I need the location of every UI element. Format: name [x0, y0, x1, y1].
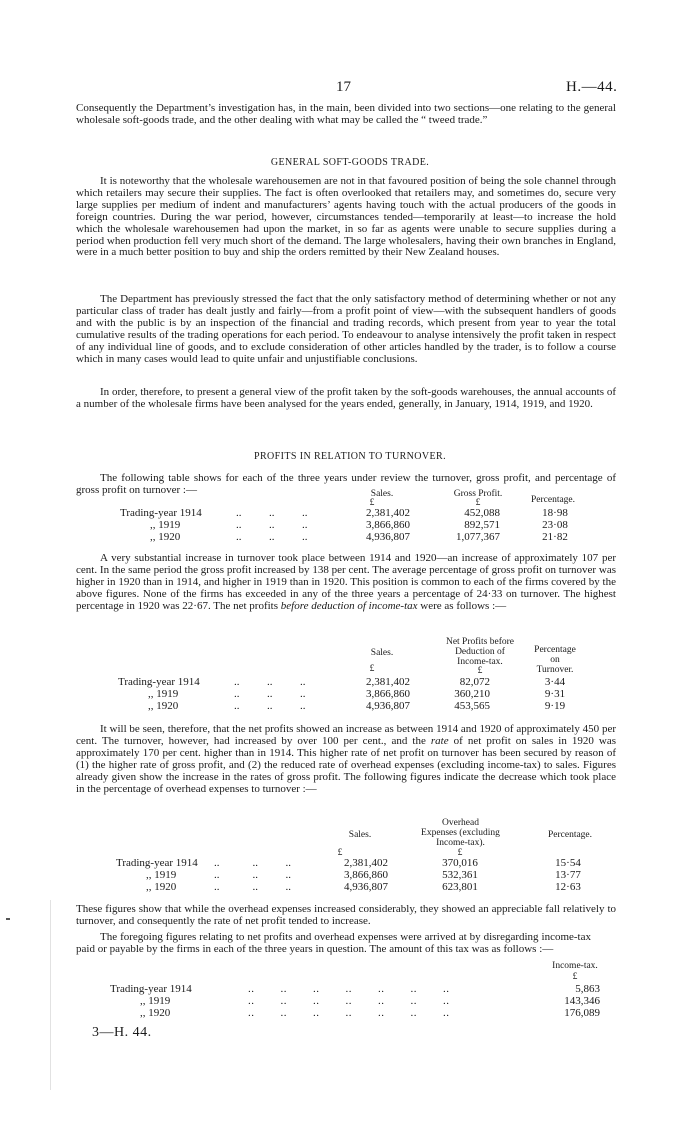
table1-unit-gross: £	[475, 498, 481, 508]
income-tax-value: 5,863	[575, 983, 600, 995]
percentage-value: 3·44	[544, 676, 566, 688]
percentage-value: 23·08	[542, 519, 568, 531]
table1-unit-sales: £	[369, 498, 375, 508]
income-tax-value: 143,346	[564, 995, 600, 1007]
sales-value: 4,936,807	[366, 531, 410, 543]
intro-paragraph: Consequently the Department’s investigation has, in the main, been divided into two sections—one relating to the general wholesale soft-goods trade, and the other dealing with what may be called the “ tweed trade.”	[76, 102, 616, 126]
table4-col-income-tax: Income-tax.	[552, 961, 598, 971]
percentage-value: 21·82	[542, 531, 568, 543]
row-label: Trading-year 1914	[116, 857, 198, 869]
heading-profits-turnover: PROFITS IN RELATION TO TURNOVER.	[254, 451, 446, 462]
sales-value: 2,381,402	[344, 857, 388, 869]
overhead-value: 623,801	[442, 881, 478, 893]
table2-unit-net: £	[477, 666, 483, 676]
table2-col-pct-3: Turnover.	[536, 665, 574, 675]
heading-general-soft-goods: GENERAL SOFT-GOODS TRADE.	[270, 157, 430, 168]
sales-value: 2,381,402	[366, 676, 410, 688]
footer-signature: 3—H. 44.	[92, 1025, 152, 1040]
row-label: ,, 1919	[140, 995, 171, 1007]
leader-dots: .. .. ..	[234, 688, 306, 700]
table2-col-pct-2: on	[550, 655, 560, 665]
gross-profit-value: 1,077,367	[456, 531, 500, 543]
row-label: ,, 1919	[150, 519, 181, 531]
table2-unit-sales: £	[369, 664, 375, 674]
tax-intro-paragraph: The foregoing figures relating to net profits and overhead expenses were arrived at by disregarding income-tax paid or payable by the firms in each of the three years in question. The amount of this tax was as follows :—	[76, 931, 591, 955]
net-profit-value: 360,210	[454, 688, 490, 700]
sales-value: 3,866,860	[366, 688, 410, 700]
table2-col-sales: Sales.	[370, 648, 394, 658]
sales-value: 2,381,402	[366, 507, 410, 519]
percentage-value: 9·31	[544, 688, 566, 700]
leader-dots: .. .. ..	[214, 881, 291, 893]
leader-dots: .. .. ..	[236, 507, 308, 519]
income-tax-value: 176,089	[564, 1007, 600, 1019]
row-label: ,, 1919	[148, 688, 179, 700]
row-label: ,, 1919	[146, 869, 177, 881]
page-reference: H.—44.	[566, 79, 618, 95]
leader-dots: .. .. ..	[236, 531, 308, 543]
page-number: 17	[336, 79, 351, 95]
leader-dots: .. .. ..	[214, 869, 291, 881]
percentage-value: 12·63	[555, 881, 581, 893]
table3-unit-overhead: £	[457, 848, 463, 858]
percentage-value: 9·19	[544, 700, 566, 712]
percentage-value: 18·98	[542, 507, 568, 519]
table3-col-sales: Sales.	[348, 830, 372, 840]
table4-unit: £	[572, 972, 578, 982]
percentage-value: 15·54	[555, 857, 581, 869]
margin-line	[50, 900, 51, 1090]
gross-profit-value: 452,088	[464, 507, 500, 519]
table3-col-percentage: Percentage.	[547, 830, 593, 840]
after-table1-paragraph: A very substantial increase in turnover took place between 1914 and 1920—an increase of approximately 107 per cent. In the same period the gross profit increased by 138 per cent. The average percentage of gross profit on turnover was higher in 1920 than in 1914, and higher in 1919 than in 1920. This position is common to each of the firms covered by the above figures. None of the firms has exceeded in any of the three years a percentage of 24·33 on turnover. The highest percentage in 1920 was 22·67. The net profits before deduction of income-tax were as follows :—	[76, 552, 616, 612]
sales-value: 4,936,807	[366, 700, 410, 712]
table2-col-pct-1: Percentage	[534, 645, 576, 655]
sales-value: 3,866,860	[344, 869, 388, 881]
leader-dots: .. .. ..	[234, 700, 306, 712]
leader-dots: .. .. .. .. .. .. ..	[248, 995, 450, 1007]
row-label: Trading-year 1914	[120, 507, 202, 519]
percentage-value: 13·77	[555, 869, 581, 881]
row-label: ,, 1920	[150, 531, 181, 543]
table1-col-percentage: Percentage.	[530, 495, 576, 505]
leader-dots: .. .. .. .. .. .. ..	[248, 983, 450, 995]
table3-col-overhead-3: Income-tax).	[436, 838, 485, 848]
row-label: ,, 1920	[146, 881, 177, 893]
overhead-value: 532,361	[442, 869, 478, 881]
table2-col-net-3: Income-tax.	[457, 657, 503, 667]
general-paragraph-1: It is noteworthy that the wholesale warehousemen are not in that favoured position of being the sole channel through which retailers may secure their supplies. The fact is often overlooked that retailers may, and sometimes do, secure very large supplies per medium of indent and manufacturers’ agents having touch with the actual producers of the goods in foreign countries. During the war period, however, circumstances tended—temporarily at least—to increase the hold which the wholesale warehousemen had upon the market, in so far as agents were unable to secure supplies during a period when production fell very much short of the demand. The large wholesalers, having their own branches in England, were in a much better position to buy and ship the orders remitted by their New Zealand houses.	[76, 175, 616, 259]
table1-col-gross-profit: Gross Profit.	[453, 489, 503, 499]
after-table3-paragraph: These figures show that while the overhead expenses increased considerably, they showed an appreciable fall relatively to turnover, and consequently the rate of net profit tended to increase.	[76, 903, 616, 927]
gross-profit-value: 892,571	[464, 519, 500, 531]
sales-value: 4,936,807	[344, 881, 388, 893]
leader-dots: .. .. ..	[236, 519, 308, 531]
table1-intro-paragraph: The following table shows for each of the three years under review the turnover, gross profit, and percentage of gross profit on turnover :—	[76, 472, 616, 496]
sales-value: 3,866,860	[366, 519, 410, 531]
leader-dots: .. .. .. .. .. .. ..	[248, 1007, 450, 1019]
margin-mark	[6, 918, 10, 920]
row-label: ,, 1920	[140, 1007, 171, 1019]
table3-col-overhead-1: Overhead	[442, 818, 479, 828]
row-label: ,, 1920	[148, 700, 179, 712]
table3-col-overhead-2: Expenses (excluding	[421, 828, 500, 838]
after-table2-paragraph: It will be seen, therefore, that the net profits showed an increase as between 1914 and 1920 of approximately 450 per cent. The turnover, however, had increased by over 100 per cent., and the rate of net profit on sales in 1920 was approximately 170 per cent. higher than in 1914. This higher rate of net profit on turnover has been secured by reason of (1) the higher rate of gross profit, and (2) the reduced rate of overhead expenses (excluding income-tax) to sales. Figures already given show the increase in the rates of gross profit. The following figures indicate the decrease which took place in the percentage of overhead expenses to turnover :—	[76, 723, 616, 795]
table3-unit-sales: £	[337, 848, 343, 858]
general-paragraph-2: The Department has previously stressed the fact that the only satisfactory method of determining whether or not any particular class of trader has dealt justly and fairly—from a profit point of view—with the subsequent handlers of goods and with the public is by an inspection of the financial and trading records, which present from year to year the total cumulative results of the trading operations for each period. To endeavour to analyse intensively the profit taken in respect of any individual line of goods, and to exclude consideration of other articles handled by the trader, is to follow a course which in many cases would lead to quite unfair and unjustifiable conclusions.	[76, 293, 616, 365]
general-paragraph-3: In order, therefore, to present a general view of the profit taken by the soft-goods warehouses, the annual accounts of a number of the wholesale firms have been analysed for the years ended, generally, in January, 1914, 1919, and 1920.	[76, 386, 616, 410]
table2-col-net-2: Deduction of	[455, 647, 505, 657]
row-label: Trading-year 1914	[118, 676, 200, 688]
table2-col-net-1: Net Profits before	[445, 637, 515, 647]
leader-dots: .. .. ..	[214, 857, 291, 869]
net-profit-value: 453,565	[454, 700, 490, 712]
row-label: Trading-year 1914	[110, 983, 192, 995]
table1-col-sales: Sales.	[370, 489, 394, 499]
net-profit-value: 82,072	[459, 676, 490, 688]
overhead-value: 370,016	[442, 857, 478, 869]
leader-dots: .. .. ..	[234, 676, 306, 688]
